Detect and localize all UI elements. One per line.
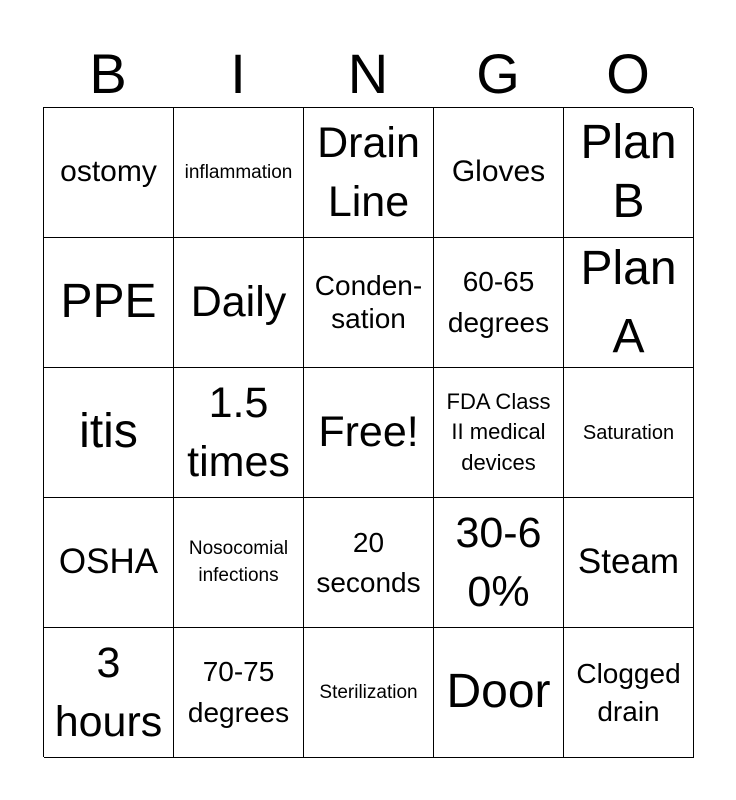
cell-text: Daily [190,278,287,327]
cell-text: Steam [577,542,680,582]
cell-text: inflammation [184,161,293,183]
bingo-cell-r4c1[interactable] [44,498,174,628]
cell-text: 60-65 degrees [447,265,550,338]
cell-text: Plan A [580,242,677,363]
cell-text: 70-75 degrees [187,655,290,728]
bingo-cell-r3c3[interactable] [304,368,434,498]
cell-text: Free! [318,408,419,457]
cell-text: Conden-sation [314,270,423,334]
bingo-cell-r2c1[interactable] [44,238,174,368]
cell-text: 20 seconds [316,527,421,598]
cell-text: itis [79,405,138,459]
cell-text: Plan B [580,115,677,228]
bingo-cell-r4c2[interactable] [174,498,304,628]
bingo-cell-r5c1[interactable] [44,628,174,758]
cell-text: Drain Line [317,119,420,226]
header-letter-g: G [476,42,520,105]
cell-text: Saturation [582,421,675,444]
bingo-cell-r1c5[interactable] [564,108,694,238]
bingo-cell-r4c4[interactable] [434,498,564,628]
header-letter-b: B [89,42,127,105]
bingo-cell-r5c3[interactable] [304,628,434,758]
cell-text: 3 hours [54,639,163,746]
cell-text: Nosocomial infections [188,537,289,586]
bingo-cell-r5c4[interactable] [434,628,564,758]
bingo-cell-r1c3[interactable] [304,108,434,238]
bingo-cell-r2c5[interactable] [564,238,694,368]
bingo-board [43,107,693,757]
cell-text: OSHA [58,542,159,582]
bingo-cell-r1c1[interactable] [44,108,174,238]
bingo-header [43,40,693,108]
header-letter-i: I [230,42,246,105]
cell-text: FDA Class II medical devices [446,388,551,475]
bingo-cell-r3c4[interactable] [434,368,564,498]
bingo-cell-r4c3[interactable] [304,498,434,628]
bingo-cell-r2c2[interactable] [174,238,304,368]
header-letter-n: N [347,42,389,105]
bingo-cell-r3c1[interactable] [44,368,174,498]
bingo-cell-r3c2[interactable] [174,368,304,498]
bingo-cell-r1c2[interactable] [174,108,304,238]
cell-text: 1.5 times [187,379,290,486]
bingo-cell-r5c5[interactable] [564,628,694,758]
bingo-cell-r2c4[interactable] [434,238,564,368]
cell-text: Gloves [451,155,546,189]
cell-text: ostomy [60,155,157,189]
cell-text: 30-60% [455,509,542,616]
bingo-cell-r2c3[interactable] [304,238,434,368]
cell-text: Sterilization [319,681,418,703]
bingo-cell-r3c5[interactable] [564,368,694,498]
header-letter-o: O [606,42,650,105]
bingo-cell-r5c2[interactable] [174,628,304,758]
cell-text: PPE [60,275,157,329]
cell-text: Clogged drain [576,657,681,727]
bingo-cell-r1c4[interactable] [434,108,564,238]
cell-text: Door [446,665,551,719]
bingo-cell-r4c5[interactable] [564,498,694,628]
